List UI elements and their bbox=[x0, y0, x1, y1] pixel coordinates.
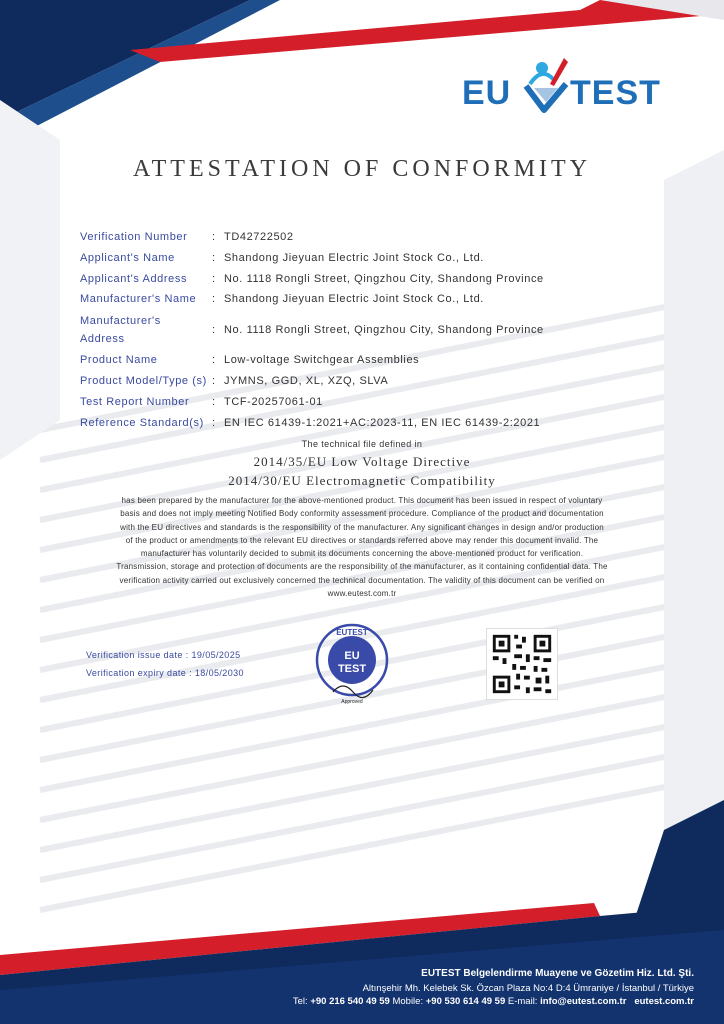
field-value: TCF-20257061-01 bbox=[224, 395, 323, 408]
expiry-date-label: Verification expiry date bbox=[86, 668, 187, 678]
field-value: Low-voltage Switchgear Assemblies bbox=[224, 354, 420, 367]
field-value: TD42722502 bbox=[224, 231, 294, 243]
field-row: Applicant's Name : Shandong Jieyuan Electric Joint Stock Co., Ltd. bbox=[80, 248, 680, 269]
footer-mobile[interactable]: +90 530 614 49 59 bbox=[425, 996, 506, 1007]
paragraph-line: with the EU directives and standards is the responsibility of the manufacturer. Any significant changes in design and/or production bbox=[120, 522, 604, 532]
field-label: Manufacturer's Name bbox=[80, 293, 197, 306]
paragraph-line: of the product or amendments to the relevant EU directives or standards referred above may render this document invalid. The bbox=[125, 535, 599, 545]
field-row: Verification Number : TD42722502 bbox=[80, 227, 680, 248]
certificate-fields bbox=[80, 227, 680, 433]
stamp-signature-text: Approved bbox=[341, 699, 363, 705]
field-row: Product Name : Low-voltage Switchgear Assemblies bbox=[80, 350, 680, 371]
issue-date-label: Verification issue date bbox=[86, 650, 183, 660]
field-label: Manufacturer's Address bbox=[80, 315, 161, 346]
paragraph-line: verification activity carried out exclusively concerned the technical documentation. The validity of this document can be verified on bbox=[119, 575, 605, 585]
field-value: EN IEC 61439-1:2021+AC:2023-11, EN IEC 61439-2:2021 bbox=[224, 416, 541, 429]
issue-date-row: Verification issue date : 19/05/2025 bbox=[86, 650, 241, 660]
issue-date-value: 19/05/2025 bbox=[191, 650, 241, 660]
field-label: Reference Standard(s) bbox=[80, 416, 204, 429]
footer-email[interactable]: info@eutest.com.tr bbox=[540, 996, 627, 1007]
expiry-date-value: 18/05/2030 bbox=[194, 668, 244, 678]
paragraph-line: manufacturer has voluntarily decided to submit its documents concerning the above-mentioned product for verification. bbox=[140, 549, 584, 559]
paragraph-line: basis and does not imply meeting Notified Body conformity assessment procedure. Compliance of the product and documentation bbox=[120, 509, 604, 519]
technical-file-text: The technical file defined in bbox=[301, 439, 423, 449]
logo-text-eu: EU bbox=[462, 74, 512, 112]
stamp-top-text: EUTEST bbox=[336, 628, 368, 637]
eutest-logo bbox=[462, 54, 674, 116]
field-label: Test Report Number bbox=[80, 395, 190, 408]
page-title: ATTESTATION OF CONFORMITY bbox=[132, 156, 592, 182]
field-row: Applicant's Address : No. 1118 Rongli Street, Qingzhou City, Shandong Province bbox=[80, 269, 680, 290]
field-label: Product Name bbox=[80, 354, 158, 367]
field-row: Manufacturer's Address : No. 1118 Rongli Street, Qingzhou City, Shandong Province bbox=[80, 310, 680, 350]
field-label: Verification Number bbox=[80, 231, 188, 243]
expiry-date-row: Verification expiry date : 18/05/2030 bbox=[86, 668, 244, 678]
footer-contacts: Tel: +90 216 540 49 59 Mobile: +90 530 614 49 59 E-mail: info@eutest.com.tr eutest.com.tr bbox=[292, 996, 694, 1007]
field-row: Product Model/Type (s) : JYMNS, GGD, XL, XZQ, SLVA bbox=[80, 371, 680, 392]
field-value: Shandong Jieyuan Electric Joint Stock Co., Ltd. bbox=[224, 293, 484, 306]
directive-emc: 2014/30/EU Electromagnetic Compatibility bbox=[228, 473, 496, 488]
field-row: Test Report Number : TCF-20257061-01 bbox=[80, 392, 680, 413]
verification-url[interactable]: www.eutest.com.tr bbox=[327, 589, 397, 599]
field-value: Shandong Jieyuan Electric Joint Stock Co., Ltd. bbox=[224, 251, 484, 264]
paragraph-line: Transmission, storage and protection of documents are the responsibility of the manufacturer, as it containing confidential data. The bbox=[116, 562, 608, 572]
qr-code[interactable] bbox=[486, 628, 558, 700]
statement-paragraph bbox=[60, 494, 664, 600]
field-row: Manufacturer's Name : Shandong Jieyuan Electric Joint Stock Co., Ltd. bbox=[80, 289, 680, 310]
footer-website[interactable]: eutest.com.tr bbox=[634, 996, 694, 1007]
directive-lvd: 2014/35/EU Low Voltage Directive bbox=[253, 454, 471, 469]
field-label: Applicant's Address bbox=[80, 272, 188, 285]
field-label: Applicant's Name bbox=[80, 251, 175, 264]
approval-stamp bbox=[313, 622, 391, 706]
field-value: No. 1118 Rongli Street, Qingzhou City, Shandong Province bbox=[224, 324, 544, 337]
footer-company: EUTEST Belgelendirme Muayene ve Gözetim Hiz. Ltd. Şti. bbox=[421, 968, 694, 979]
field-row: Reference Standard(s) : EN IEC 61439-1:2021+AC:2023-11, EN IEC 61439-2:2021 bbox=[80, 413, 680, 434]
verification-dates bbox=[86, 646, 244, 682]
stamp-center-bottom: TEST bbox=[337, 663, 367, 675]
footer-address: Altınşehir Mh. Kelebek Sk. Özcan Plaza No:4 D:4 Ümraniye / İstanbul / Türkiye bbox=[362, 983, 694, 994]
logo-text-test: TEST bbox=[570, 74, 661, 112]
footer-tel[interactable]: +90 216 540 49 59 bbox=[310, 996, 390, 1007]
field-label: Product Model/Type (s) bbox=[80, 374, 207, 387]
field-value: No. 1118 Rongli Street, Qingzhou City, Shandong Province bbox=[224, 272, 544, 285]
field-value: JYMNS, GGD, XL, XZQ, SLVA bbox=[224, 374, 389, 387]
paragraph-line: has been prepared by the manufacturer for the above-mentioned product. This document has been issued in respect of voluntary bbox=[121, 496, 603, 505]
stamp-center-top: EU bbox=[344, 650, 360, 662]
logo-emblem-icon bbox=[520, 54, 572, 114]
